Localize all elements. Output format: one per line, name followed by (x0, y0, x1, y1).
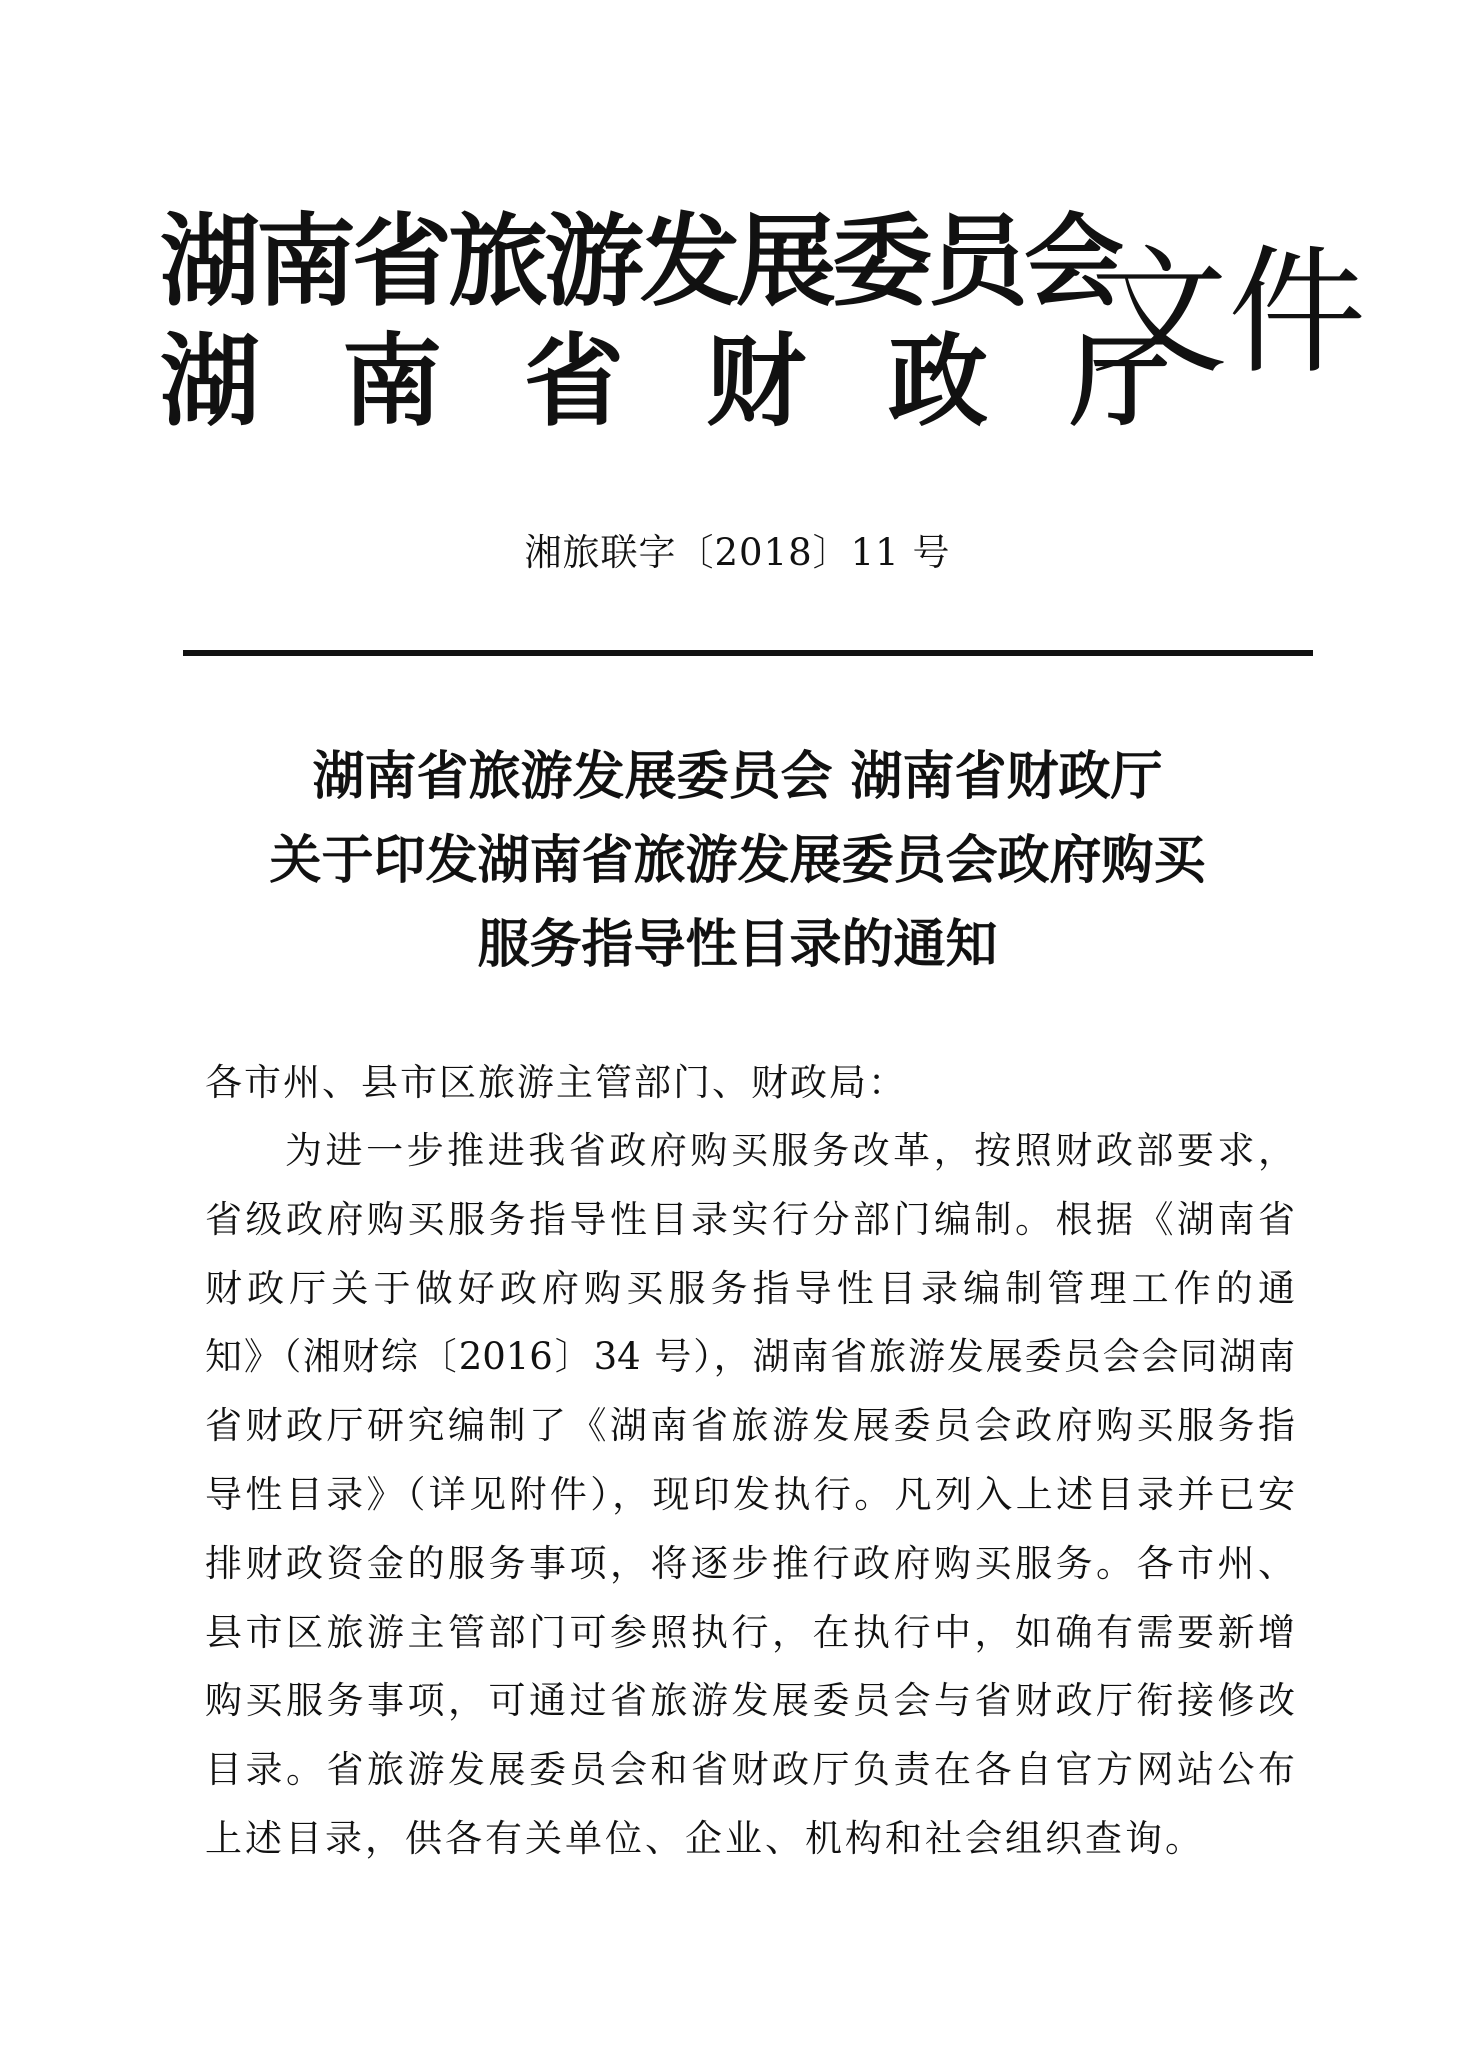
body-line: 知》（湘财综〔2016〕34 号），湖南省旅游发展委员会会同湖南 (205, 1335, 1295, 1379)
body-line: 省级政府购买服务指导性目录实行分部门编制。根据《湖南省 (205, 1197, 1295, 1241)
notice-title-line-1: 湖南省旅游发展委员会 湖南省财政厅 (312, 747, 1163, 807)
notice-title (0, 735, 1475, 987)
document-label: 文件 (1090, 232, 1367, 393)
body-line: 购买服务事项，可通过省旅游发展委员会与省财政厅衔接修改 (205, 1679, 1295, 1723)
issuing-org-1: 湖南省旅游发展委员会 (160, 203, 1120, 320)
issuing-org-2: 湖南省财政厅 (160, 323, 1252, 440)
document-number: 湘旅联字〔2018〕11 号 (524, 531, 951, 574)
notice-title-line-2: 关于印发湖南省旅游发展委员会政府购买 (269, 831, 1206, 891)
salutation: 各市州、县市区旅游主管部门、财政局： (205, 1061, 907, 1104)
header-divider (183, 650, 1313, 656)
body-line: 省财政厅研究编制了《湖南省旅游发展委员会政府购买服务指 (205, 1404, 1295, 1448)
notice-title-line-3: 服务指导性目录的通知 (477, 915, 998, 975)
body-line: 为进一步推进我省政府购买服务改革，按照财政部要求， (285, 1129, 1295, 1172)
body-line: 排财政资金的服务事项，将逐步推行政府购买服务。各市州、 (205, 1541, 1295, 1585)
body-line: 目录。省旅游发展委员会和省财政厅负责在各自官方网站公布 (205, 1748, 1295, 1792)
body-line: 导性目录》（详见附件），现印发执行。凡列入上述目录并已安 (205, 1472, 1295, 1516)
body-paragraph (205, 1117, 1295, 1874)
document-header (160, 190, 1367, 460)
body-line: 县市区旅游主管部门可参照执行，在执行中，如确有需要新增 (205, 1610, 1295, 1654)
body-line: 财政厅关于做好政府购买服务指导性目录编制管理工作的通 (205, 1266, 1295, 1310)
body-line: 上述目录，供各有关单位、企业、机构和社会组织查询。 (205, 1816, 1205, 1860)
